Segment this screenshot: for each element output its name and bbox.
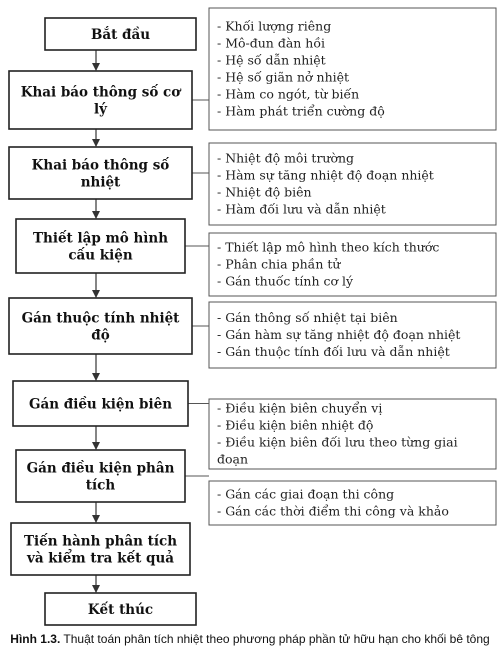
note-item: - Hàm sự tăng nhiệt độ đoạn nhiệt bbox=[217, 167, 434, 183]
step-label: nhiệt bbox=[80, 174, 121, 191]
note-item: - Hệ số dẫn nhiệt bbox=[217, 52, 326, 68]
step-label: Kết thúc bbox=[87, 602, 154, 618]
step-label: độ bbox=[91, 327, 110, 344]
step-label: cấu kiện bbox=[68, 247, 133, 264]
note-item: - Thiết lập mô hình theo kích thước bbox=[217, 239, 440, 255]
step-label: và kiểm tra kết quả bbox=[26, 550, 175, 567]
caption-label: Hình 1.3. bbox=[10, 632, 61, 646]
step-label: Gán thuộc tính nhiệt bbox=[21, 310, 180, 327]
step-label: Thiết lập mô hình bbox=[32, 230, 169, 247]
note-item: - Phân chia phần tử bbox=[217, 256, 341, 272]
note-item: - Điều kiện biên đối lưu theo từng giai bbox=[217, 434, 458, 450]
note-item: - Gán thuốc tính cơ lý bbox=[217, 273, 354, 289]
note-item: - Hàm đối lưu và dẫn nhiệt bbox=[217, 201, 386, 217]
step-9 bbox=[45, 593, 196, 625]
step-6 bbox=[13, 381, 188, 426]
note-6 bbox=[209, 481, 496, 525]
step-label: Bắt đầu bbox=[90, 27, 151, 43]
step-label: Khai báo thông số cơ bbox=[20, 84, 181, 101]
step-2 bbox=[9, 71, 192, 129]
note-item: - Gán các giai đoạn thi công bbox=[217, 486, 395, 502]
note-item: - Hàm co ngót, từ biến bbox=[217, 86, 360, 102]
step-5 bbox=[9, 298, 192, 354]
step-1 bbox=[45, 18, 196, 50]
step-3 bbox=[9, 147, 192, 199]
note-item: - Khối lượng riêng bbox=[217, 18, 332, 34]
note-item: - Nhiệt độ môi trường bbox=[217, 150, 355, 166]
note-item: - Điều kiện biên nhiệt độ bbox=[217, 417, 374, 433]
note-item: - Gán hàm sự tăng nhiệt độ đoạn nhiệt bbox=[217, 327, 461, 342]
step-4 bbox=[16, 219, 185, 273]
note-3 bbox=[209, 233, 496, 296]
note-item: - Mô-đun đàn hồi bbox=[217, 35, 325, 51]
step-label: Tiến hành phân tích bbox=[23, 533, 178, 550]
step-8 bbox=[11, 523, 190, 575]
step-7 bbox=[16, 450, 185, 502]
figure-caption bbox=[0, 632, 500, 646]
caption-text: Thuật toán phân tích nhiệt theo phương pháp phần tử hữu hạn cho khối bê tông bbox=[60, 632, 490, 646]
note-1 bbox=[209, 8, 496, 130]
step-label: tích bbox=[85, 477, 116, 494]
step-label: Gán điều kiện phân bbox=[26, 460, 175, 477]
note-2 bbox=[209, 143, 496, 225]
step-label: lý bbox=[94, 101, 107, 118]
step-label: Gán điều kiện biên bbox=[28, 396, 173, 413]
note-item: - Điều kiện biên chuyển vị bbox=[217, 400, 383, 416]
note-item: - Nhiệt độ biên bbox=[217, 184, 312, 200]
note-item: - Gán thuộc tính đối lưu và dẫn nhiệt bbox=[217, 344, 450, 359]
note-item: - Gán các thời điểm thi công và khảo bbox=[217, 503, 449, 519]
step-label: Khai báo thông số bbox=[31, 157, 170, 174]
note-4 bbox=[209, 302, 496, 368]
note-item: - Hệ số giãn nở nhiệt bbox=[217, 69, 350, 85]
note-5 bbox=[209, 399, 496, 469]
note-item: đoạn bbox=[217, 451, 249, 467]
note-item: - Gán thông số nhiệt tại biên bbox=[217, 310, 398, 325]
note-item: - Hàm phát triển cường độ bbox=[217, 103, 385, 119]
